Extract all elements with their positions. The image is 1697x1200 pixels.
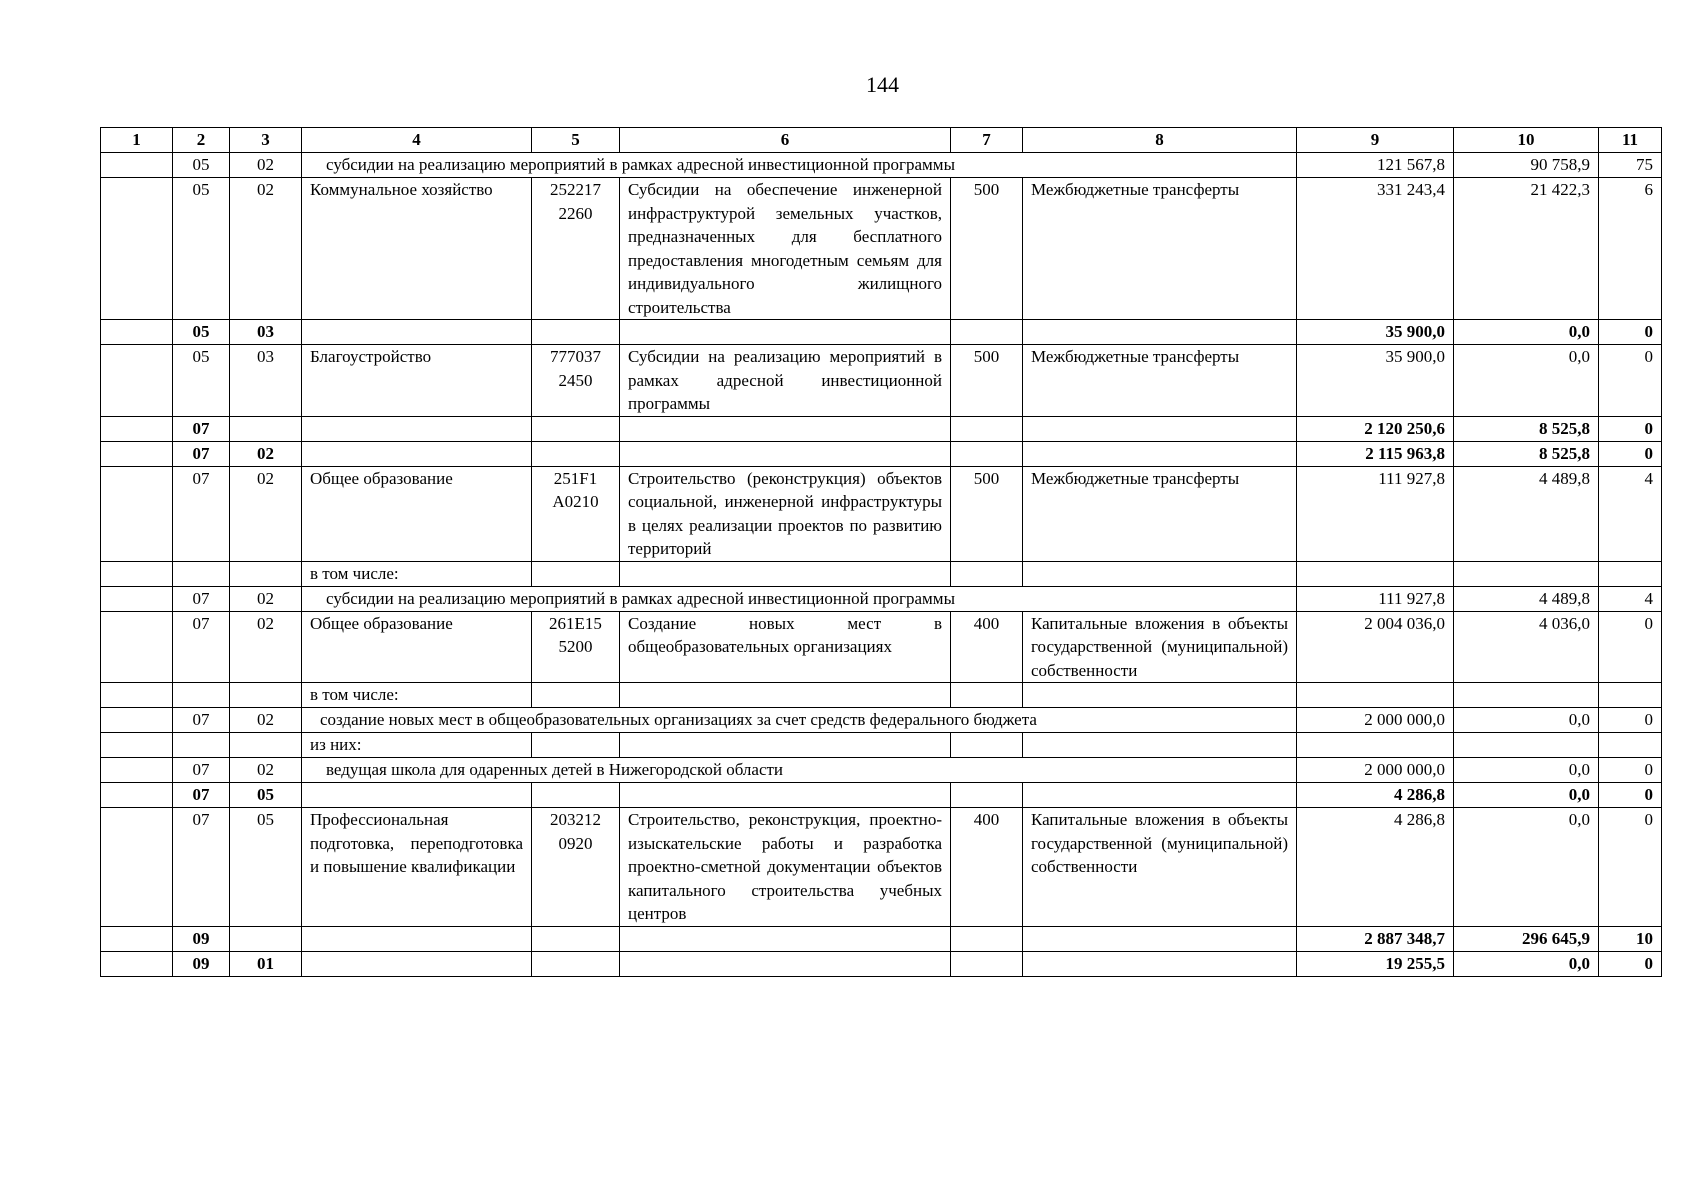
table-row-total xyxy=(101,320,1662,345)
header-cell: 2 xyxy=(173,128,230,153)
table-row xyxy=(101,466,1662,561)
expense-type-code: 400 xyxy=(951,611,1023,683)
span-description: ведущая школа для одаренных детей в Нижегородской области xyxy=(302,758,1297,783)
amount-col10: 0,0 xyxy=(1454,345,1599,417)
cell-col1 xyxy=(101,708,173,733)
amount-col9: 2 004 036,0 xyxy=(1297,611,1454,683)
table-row-total xyxy=(101,951,1662,976)
cell-col1 xyxy=(101,586,173,611)
target-code: 251F1 A0210 xyxy=(532,466,620,561)
amount-col10: 0,0 xyxy=(1454,783,1599,808)
amount-col10: 90 758,9 xyxy=(1454,153,1599,178)
cell-col1 xyxy=(101,808,173,927)
section-code: 09 xyxy=(173,951,230,976)
header-cell: 9 xyxy=(1297,128,1454,153)
table-row-note xyxy=(101,733,1662,758)
subsection-code: 03 xyxy=(230,345,302,417)
section-name: Общее образование xyxy=(302,611,532,683)
cell-col1 xyxy=(101,926,173,951)
section-code: 05 xyxy=(173,178,230,320)
note-text: из них: xyxy=(302,733,532,758)
table-row xyxy=(101,758,1662,783)
amount-col9: 4 286,8 xyxy=(1297,808,1454,927)
expense-type-name: Капитальные вложения в объекты государственной (муниципальной) собственности xyxy=(1023,611,1297,683)
item-description: Строительство (реконструкция) объектов социальной, инженерной инфраструктуры в целях реализации проектов по развитию территорий xyxy=(620,466,951,561)
amount-col10: 0,0 xyxy=(1454,951,1599,976)
header-row xyxy=(101,128,1662,153)
amount-col11: 0 xyxy=(1599,808,1662,927)
header-cell: 8 xyxy=(1023,128,1297,153)
table-row xyxy=(101,153,1662,178)
item-description: Субсидии на обеспечение инженерной инфраструктурой земельных участков, предназначенных для бесплатного предоставления многодетным семьям для индивидуального жилищного строительства xyxy=(620,178,951,320)
amount-col9: 2 000 000,0 xyxy=(1297,758,1454,783)
section-name: Коммунальное хозяйство xyxy=(302,178,532,320)
table-row xyxy=(101,586,1662,611)
amount-col10: 296 645,9 xyxy=(1454,926,1599,951)
amount-col11: 0 xyxy=(1599,416,1662,441)
subsection-code: 02 xyxy=(230,178,302,320)
subsection-code xyxy=(230,416,302,441)
cell-col1 xyxy=(101,783,173,808)
amount-col11: 0 xyxy=(1599,758,1662,783)
section-code: 05 xyxy=(173,345,230,417)
budget-table xyxy=(100,127,1662,977)
amount-col9: 2 115 963,8 xyxy=(1297,441,1454,466)
header-cell: 7 xyxy=(951,128,1023,153)
subsection-code: 05 xyxy=(230,808,302,927)
amount-col10: 0,0 xyxy=(1454,758,1599,783)
amount-col9: 19 255,5 xyxy=(1297,951,1454,976)
amount-col11: 0 xyxy=(1599,320,1662,345)
amount-col11: 0 xyxy=(1599,708,1662,733)
span-description: создание новых мест в общеобразовательных организациях за счет средств федерального бюджета xyxy=(302,708,1297,733)
cell-col1 xyxy=(101,951,173,976)
section-code: 07 xyxy=(173,611,230,683)
table-row xyxy=(101,611,1662,683)
subsection-code: 02 xyxy=(230,441,302,466)
table-row-note xyxy=(101,561,1662,586)
table-row-total xyxy=(101,441,1662,466)
cell-col1 xyxy=(101,416,173,441)
subsection-code: 01 xyxy=(230,951,302,976)
section-code: 07 xyxy=(173,586,230,611)
table-row xyxy=(101,708,1662,733)
cell-col1 xyxy=(101,345,173,417)
amount-col9: 2 120 250,6 xyxy=(1297,416,1454,441)
amount-col11: 75 xyxy=(1599,153,1662,178)
header-cell: 11 xyxy=(1599,128,1662,153)
expense-type-code: 500 xyxy=(951,345,1023,417)
target-code: 261E15 5200 xyxy=(532,611,620,683)
amount-col10: 8 525,8 xyxy=(1454,416,1599,441)
expense-type-name: Межбюджетные трансферты xyxy=(1023,466,1297,561)
amount-col11: 0 xyxy=(1599,441,1662,466)
table-row xyxy=(101,178,1662,320)
subsection-code: 05 xyxy=(230,783,302,808)
table-row-total xyxy=(101,783,1662,808)
amount-col10: 4 036,0 xyxy=(1454,611,1599,683)
section-code: 07 xyxy=(173,708,230,733)
amount-col10: 4 489,8 xyxy=(1454,586,1599,611)
section-code: 05 xyxy=(173,153,230,178)
subsection-code: 03 xyxy=(230,320,302,345)
amount-col9: 331 243,4 xyxy=(1297,178,1454,320)
section-code: 07 xyxy=(173,758,230,783)
header-cell: 10 xyxy=(1454,128,1599,153)
amount-col10: 21 422,3 xyxy=(1454,178,1599,320)
expense-type-name: Межбюджетные трансферты xyxy=(1023,178,1297,320)
section-name: Профессиональная подготовка, переподготовка и повышение квалификации xyxy=(302,808,532,927)
item-description: Строительство, реконструкция, проектно-изыскательские работы и разработка проектно-сметной документации объектов капитального строительства учебных центров xyxy=(620,808,951,927)
page-number: 144 xyxy=(866,72,899,97)
amount-col11: 6 xyxy=(1599,178,1662,320)
amount-col10: 4 489,8 xyxy=(1454,466,1599,561)
amount-col11: 10 xyxy=(1599,926,1662,951)
section-code: 07 xyxy=(173,416,230,441)
item-description: Субсидии на реализацию мероприятий в рамках адресной инвестиционной программы xyxy=(620,345,951,417)
section-code: 09 xyxy=(173,926,230,951)
table-row-total xyxy=(101,926,1662,951)
section-code: 07 xyxy=(173,441,230,466)
item-description: Создание новых мест в общеобразовательных организациях xyxy=(620,611,951,683)
header-cell: 6 xyxy=(620,128,951,153)
expense-type-code: 500 xyxy=(951,178,1023,320)
amount-col11: 0 xyxy=(1599,345,1662,417)
table-row-total xyxy=(101,416,1662,441)
amount-col9: 111 927,8 xyxy=(1297,586,1454,611)
section-name: Общее образование xyxy=(302,466,532,561)
amount-col11: 4 xyxy=(1599,466,1662,561)
amount-col10: 0,0 xyxy=(1454,808,1599,927)
subsection-code: 02 xyxy=(230,586,302,611)
header-cell: 5 xyxy=(532,128,620,153)
target-code: 777037 2450 xyxy=(532,345,620,417)
amount-col10: 0,0 xyxy=(1454,320,1599,345)
section-name: Благоустройство xyxy=(302,345,532,417)
subsection-code: 02 xyxy=(230,708,302,733)
section-code: 05 xyxy=(173,320,230,345)
span-description: субсидии на реализацию мероприятий в рамках адресной инвестиционной программы xyxy=(302,153,1297,178)
amount-col10: 8 525,8 xyxy=(1454,441,1599,466)
cell-col1 xyxy=(101,320,173,345)
table-row-note xyxy=(101,683,1662,708)
amount-col9: 2 000 000,0 xyxy=(1297,708,1454,733)
cell-col1 xyxy=(101,441,173,466)
cell-col1 xyxy=(101,153,173,178)
amount-col9: 121 567,8 xyxy=(1297,153,1454,178)
subsection-code: 02 xyxy=(230,758,302,783)
table-row xyxy=(101,345,1662,417)
cell-col1 xyxy=(101,178,173,320)
note-text: в том числе: xyxy=(302,683,532,708)
amount-col9: 35 900,0 xyxy=(1297,345,1454,417)
table-row xyxy=(101,808,1662,927)
cell-col1 xyxy=(101,466,173,561)
cell-col1 xyxy=(101,611,173,683)
target-code: 203212 0920 xyxy=(532,808,620,927)
amount-col9: 111 927,8 xyxy=(1297,466,1454,561)
expense-type-code: 500 xyxy=(951,466,1023,561)
note-text: в том числе: xyxy=(302,561,532,586)
section-code: 07 xyxy=(173,783,230,808)
amount-col9: 35 900,0 xyxy=(1297,320,1454,345)
amount-col11: 4 xyxy=(1599,586,1662,611)
expense-type-name: Капитальные вложения в объекты государственной (муниципальной) собственности xyxy=(1023,808,1297,927)
header-cell: 3 xyxy=(230,128,302,153)
target-code: 252217 2260 xyxy=(532,178,620,320)
span-description: субсидии на реализацию мероприятий в рамках адресной инвестиционной программы xyxy=(302,586,1297,611)
expense-type-name: Межбюджетные трансферты xyxy=(1023,345,1297,417)
amount-col9: 2 887 348,7 xyxy=(1297,926,1454,951)
amount-col10: 0,0 xyxy=(1454,708,1599,733)
cell-col1 xyxy=(101,758,173,783)
amount-col11: 0 xyxy=(1599,611,1662,683)
amount-col11: 0 xyxy=(1599,783,1662,808)
amount-col9: 4 286,8 xyxy=(1297,783,1454,808)
subsection-code: 02 xyxy=(230,466,302,561)
subsection-code xyxy=(230,926,302,951)
header-cell: 1 xyxy=(101,128,173,153)
expense-type-code: 400 xyxy=(951,808,1023,927)
header-cell: 4 xyxy=(302,128,532,153)
amount-col11: 0 xyxy=(1599,951,1662,976)
section-code: 07 xyxy=(173,466,230,561)
subsection-code: 02 xyxy=(230,153,302,178)
section-code: 07 xyxy=(173,808,230,927)
subsection-code: 02 xyxy=(230,611,302,683)
